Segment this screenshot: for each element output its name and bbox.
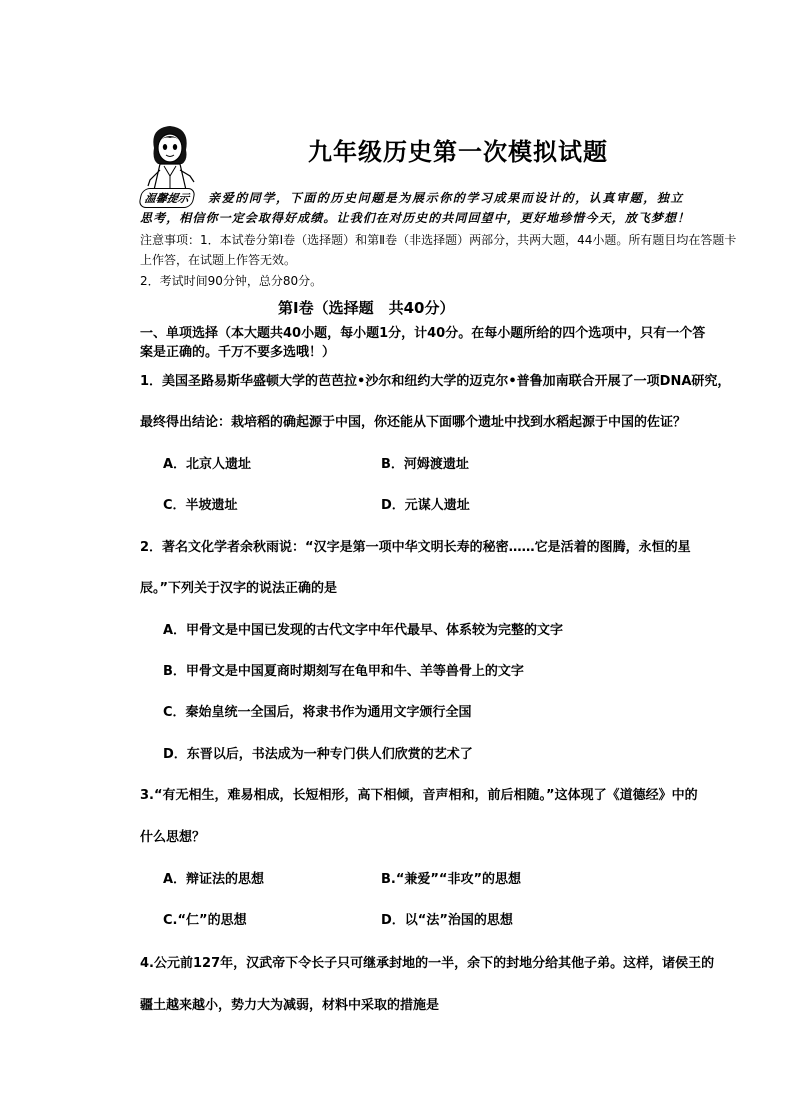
question-2-option-a: A．甲骨文是中国已发现的古代文字中年代最早、体系较为完整的文字 [163,623,564,638]
question-3-line-1: 3.“有无相生，难易相成，长短相形，高下相倾，音声相和，前后相随。”这体现了《道德经》中的 [140,788,698,803]
question-4-line-2: 疆土越来越小，势力大为减弱，材料中采取的措施是 [140,998,440,1013]
tip-line-1: 亲爱的同学，下面的历史问题是为展示你的学习成果而设计的，认真审题，独立 [208,191,685,205]
section-instruction-1: 一、单项选择（本大题共40小题，每小题1分，计40分。在每小题所给的四个选项中，只有一个答 [140,326,706,341]
question-1-option-b: B．河姆渡遗址 [381,457,469,472]
question-2-line-2: 辰。”下列关于汉字的说法正确的是 [140,581,338,596]
question-2-line-1: 2．著名文化学者余秋雨说：“汉字是第一项中华文明长寿的秘密……它是活着的图腾，永恒的星 [140,540,691,555]
notes-line-2: 上作答，在试题上作答无效。 [140,253,297,267]
question-3-option-d: D．以“法”治国的思想 [381,913,513,928]
question-2-option-b: B．甲骨文是中国夏商时期刻写在龟甲和牛、羊等兽骨上的文字 [163,664,524,679]
notes-line-1: 注意事项：1．本试卷分第Ⅰ卷（选择题）和第Ⅱ卷（非选择题）两部分，共两大题，44小题。所有题目均在答题卡 [140,233,737,247]
question-1-option-a: A．北京人遗址 [163,457,252,472]
question-3-option-a: A．辩证法的思想 [163,872,265,887]
question-3-option-b: B.“兼爱”“非攻”的思想 [381,872,522,887]
girl-mascot-icon [140,120,200,195]
question-2-option-c: C．秦始皇统一全国后，将隶书作为通用文字颁行全国 [163,705,472,720]
question-3-option-c: C.“仁”的思想 [163,913,247,928]
section-instruction-2: 案是正确的。千万不要多选哦！） [140,345,336,360]
section-title: 第Ⅰ卷（选择题 共40分） [278,299,455,317]
tip-badge: 温馨提示 [138,188,196,208]
question-1-option-d: D．元谋人遗址 [381,498,470,513]
question-1-line-1: 1．美国圣路易斯华盛顿大学的芭芭拉•沙尔和纽约大学的迈克尔•普鲁加南联合开展了一项DNA研究， [140,374,731,389]
question-3-line-2: 什么思想？ [140,830,206,845]
page-title: 九年级历史第一次模拟试题 [308,138,608,166]
question-2-option-d: D．东晋以后，书法成为一种专门供人们欣赏的艺术了 [163,747,473,762]
question-1-line-2: 最终得出结论：栽培稻的确起源于中国，你还能从下面哪个遗址中找到水稻起源于中国的佐证？ [140,415,687,430]
question-4-line-1: 4.公元前127年，汉武帝下令长子只可继承封地的一半，余下的封地分给其他子弟。这样，诸侯王的 [140,956,715,971]
question-1-option-c: C．半坡遗址 [163,498,238,513]
notes-line-3: 2．考试时间90分钟，总分80分。 [140,274,323,288]
tip-line-2: 思考，相信你一定会取得好成绩。让我们在对历史的共同回望中，更好地珍惜今天，放飞梦想！ [140,211,691,225]
